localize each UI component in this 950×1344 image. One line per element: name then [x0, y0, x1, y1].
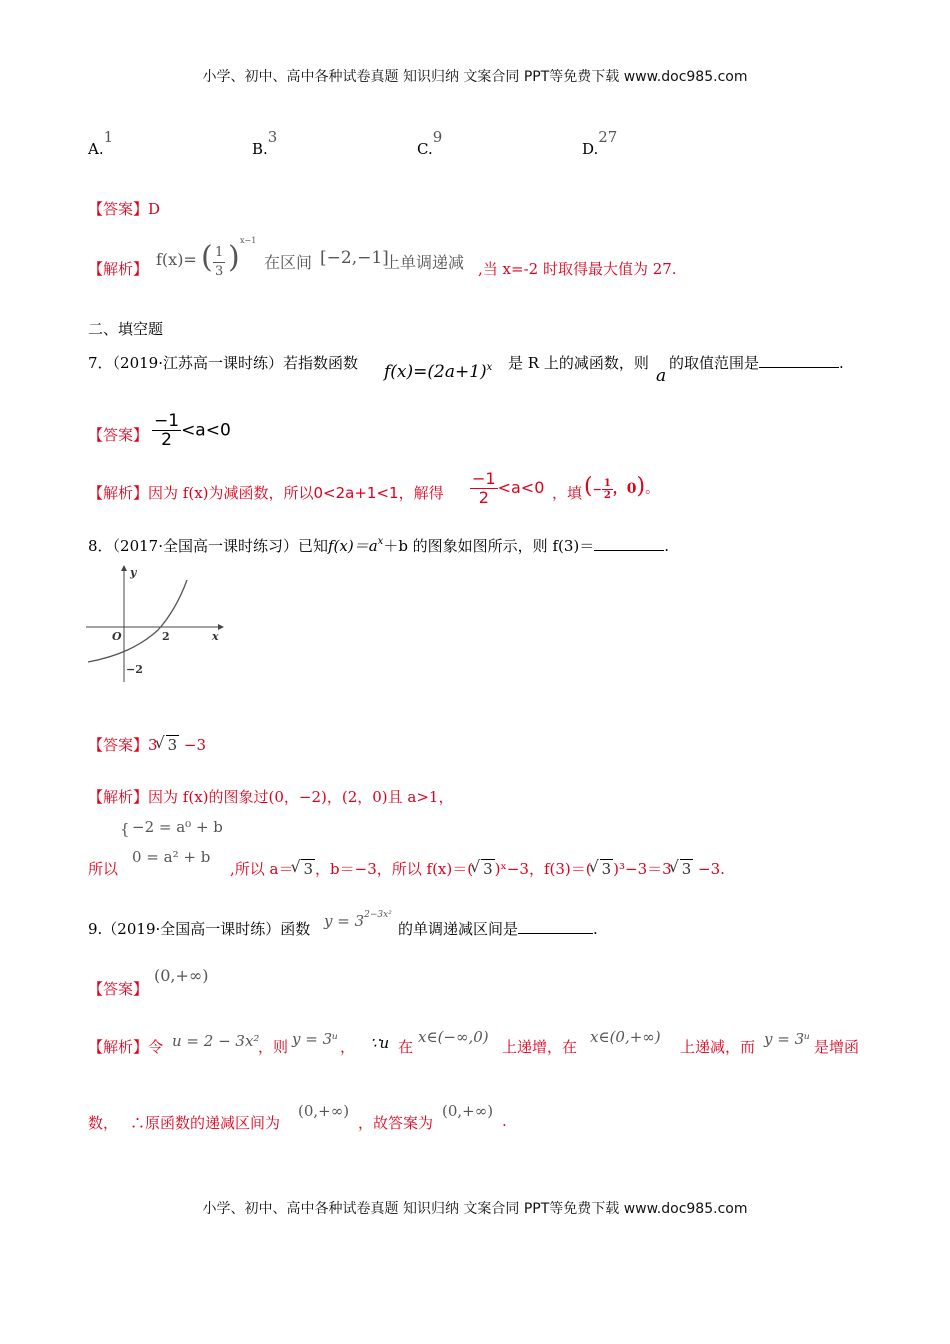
q9-answer: (0,+∞) [154, 966, 209, 985]
q9-line2-b: ，故答案为 [358, 1114, 434, 1132]
analysis-tag: 【解析】 [88, 1038, 149, 1056]
func-text: f(x)=(2a+1) [384, 362, 487, 382]
analysis-tail: ,当 x=-2 时取得最大值为 27. [478, 260, 677, 278]
concl-root: √ 3 [600, 859, 614, 878]
concl-root: √ 3 [680, 859, 694, 878]
q9-int1: (0,+∞) [298, 1102, 350, 1120]
option-value: 3 [267, 128, 278, 146]
concl-text: )³−3＝3 [613, 860, 672, 878]
q9-a2: ，则 [258, 1038, 289, 1056]
q9-line2-end: . [502, 1112, 507, 1130]
concl-text: )ˣ−3，f(3)＝( [494, 860, 592, 878]
answer-tag: 【答案】 [88, 736, 149, 754]
option-label: B. [252, 140, 268, 158]
q9-because: ∵u [370, 1034, 390, 1052]
analysis-text: ，填 [552, 484, 583, 502]
q9-answer-tag: 【答案】 [88, 980, 149, 998]
q9-u-def: u = 2 − 3x² [172, 1032, 260, 1050]
concl-text: ，b＝−3，所以 f(x)＝( [315, 860, 474, 878]
analysis-text: 因为 f(x)的图象过(0，−2)，(2，0)且 a>1， [148, 788, 454, 806]
concl-root: √ 3 [301, 859, 315, 878]
option-a [88, 128, 114, 158]
q9-int2: (0,+∞) [442, 1102, 494, 1120]
stem-exp: x [377, 536, 384, 547]
section-title: 二、填空题 [88, 320, 164, 338]
paren-left: ( [201, 240, 213, 275]
analysis-rest: <a<0 [497, 478, 545, 497]
analysis-tag: 【解析】 [88, 260, 149, 278]
analysis-func: f(x)= [156, 250, 197, 269]
x-tick-label: 2 [162, 630, 170, 643]
answer-value: D [148, 200, 161, 218]
q8-stem [88, 535, 669, 556]
stem-text: 的取值范围是 [669, 354, 760, 372]
analysis-text: 因为 f(x)为减函数，所以 [148, 484, 314, 502]
stem-text: 7．（2019·江苏高一课时练）若指数函数 [88, 354, 358, 372]
q9-stem-a: 9.（2019·全国高一课时练）函数 [88, 920, 311, 938]
answer-a: 3 [148, 736, 158, 754]
paren-right: ) [228, 240, 240, 275]
q7-analysis [88, 482, 444, 503]
page-header: 小学、初中、高中各种试卷真题 知识归纳 文案合同 PPT等免费下载 www.doc985.com [202, 69, 748, 85]
stem-end: . [664, 537, 670, 555]
concl-root: √ 3 [481, 859, 495, 878]
func-exp: x [486, 362, 493, 373]
analysis-exp: x−1 [240, 236, 257, 245]
q7-answer-tag: 【答案】 [88, 426, 149, 444]
fill-tail: ，0 [612, 481, 637, 497]
y-tick-label: −2 [126, 663, 143, 676]
analysis-text: 令 [148, 1038, 164, 1056]
q9-a7: 是增函 [814, 1038, 860, 1056]
curve [88, 580, 187, 662]
y-axis-arrow [121, 565, 127, 571]
option-b [252, 128, 278, 158]
option-d [582, 128, 618, 158]
option-c [417, 128, 443, 158]
option-value: 27 [598, 128, 618, 146]
analysis-text: ，解得 [398, 484, 444, 502]
q8-analysis [88, 786, 453, 807]
q9-dom2: x∈(0,+∞) [590, 1028, 661, 1046]
answer-blank [594, 550, 664, 551]
stem-func: f(x)＝a [328, 537, 378, 555]
q8-graph [84, 562, 224, 688]
answer-blank [518, 933, 593, 934]
stem-text: 的单调递减区间是 [398, 920, 519, 938]
answer-root: √ 3 [166, 735, 180, 754]
stem-text: ＋b 的图象如图所示，则 f(3)＝ [383, 537, 595, 555]
q7-answer [152, 412, 231, 449]
q8-system-eq2: 0 = a² + b [132, 848, 211, 866]
answer-fraction: $\frac{-1}{2}$ [154, 411, 180, 450]
q7-fill [552, 482, 582, 503]
q8-system-brace: { [120, 820, 130, 838]
answer-b: −3 [183, 736, 207, 754]
q9-therefore: ∴原函数的递减区间为 [130, 1114, 281, 1132]
analysis-mid: 在区间 [264, 253, 313, 272]
q9-a6: 上递减，而 [680, 1038, 756, 1056]
origin-label: O [112, 630, 122, 643]
q9-y-def2: y = 3ᵘ [764, 1030, 811, 1048]
q7-stem-b: 是 R 上的减函数，则 [508, 354, 649, 372]
analysis-tag: 【解析】 [88, 484, 149, 502]
func-exp: 2−3x² [364, 910, 392, 920]
q6-answer [88, 198, 160, 219]
q7-stem [88, 352, 358, 382]
q8-so: 所以 [88, 860, 119, 878]
option-value: 1 [103, 128, 114, 146]
q7-fill-interval: (− $\frac{1}{2}$ ，0)。 [584, 474, 660, 501]
answer-blank [759, 367, 839, 368]
q8-conclusion [230, 858, 725, 879]
page-footer: 小学、初中、高中各种试卷真题 知识归纳 文案合同 PPT等免费下载 www.doc985.com [202, 1201, 748, 1217]
q7-func [384, 362, 492, 382]
analysis-tag: 【解析】 [88, 788, 149, 806]
func-text: y = 3 [324, 912, 365, 930]
q7-analysis-frac: $\frac{-1}{2}$ <a<0 [472, 469, 545, 507]
stem-end: . [593, 920, 598, 938]
y-axis-label: y [130, 566, 137, 579]
q9-y-def: y = 3ᵘ [292, 1030, 339, 1048]
option-label: A. [88, 140, 104, 158]
x-axis-arrow [218, 624, 224, 630]
concl-text: ,所以 a＝ [230, 860, 294, 878]
q7-stem-c [669, 352, 844, 373]
concl-text: −3. [698, 860, 725, 878]
stem-end: . [839, 354, 844, 372]
stem-text: 8．（2017·全国高一课时练习）已知 [88, 537, 328, 555]
analysis-ineq: 0<2a+1<1 [313, 484, 399, 502]
q9-a3: ， [340, 1038, 356, 1056]
analysis-interval: [−2,−1] [320, 248, 389, 268]
analysis-mono: 上单调递减 [384, 253, 465, 272]
q8-system-eq1: −2 = a⁰ + b [132, 818, 223, 836]
q9-analysis-tag [88, 1036, 163, 1057]
option-label: D. [582, 140, 599, 158]
q7-var: a [656, 366, 667, 386]
analysis-end: 。 [645, 481, 660, 497]
q9-a4: 在 [398, 1038, 414, 1056]
q8-answer [88, 734, 206, 755]
analysis-fraction: $\frac{1}{3}$ [215, 245, 224, 279]
q9-dom1: x∈(−∞,0) [418, 1028, 489, 1046]
answer-rest: <a<0 [181, 420, 231, 441]
x-axis-label: x [212, 630, 219, 643]
option-label: C. [417, 140, 433, 158]
q9-stem-b [398, 918, 598, 939]
q9-func [324, 912, 392, 930]
option-value: 9 [432, 128, 443, 146]
q9-a5: 上递增，在 [502, 1038, 578, 1056]
answer-tag: 【答案】 [88, 200, 149, 218]
q9-line2-a: 数， [88, 1114, 119, 1132]
